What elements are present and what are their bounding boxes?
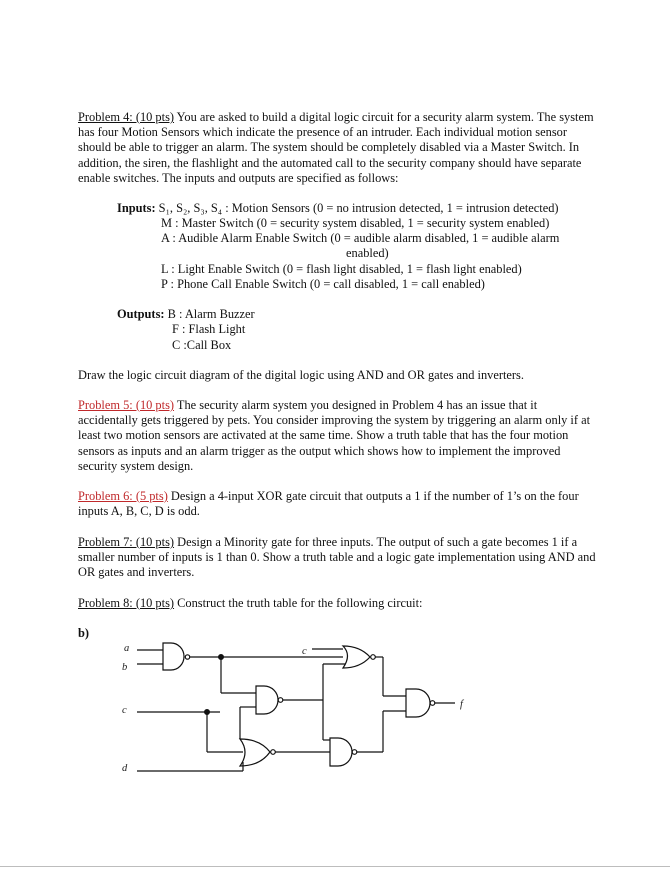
input-audible-alarm-cont: enabled): [346, 246, 389, 260]
input-phone-call: P : Phone Call Enable Switch (0 = call disabled, 1 = call enabled): [161, 277, 485, 291]
problem-4-heading: Problem 4: (10 pts): [78, 110, 175, 124]
problem-7-heading: Problem 7: (10 pts): [78, 535, 175, 549]
output-call-box: C :Call Box: [172, 338, 232, 352]
output-buzzer: B : Alarm Buzzer: [164, 307, 255, 321]
input-label-d: d: [122, 763, 128, 774]
gate-4-and: [330, 738, 357, 766]
output-flash-light: F : Flash Light: [172, 322, 246, 336]
problem-6-heading: Problem 6: (5 pts): [78, 489, 168, 503]
output-label-f: f: [460, 699, 463, 710]
outputs-label: Outputs:: [117, 307, 165, 321]
input-label-b: b: [122, 662, 128, 673]
problem-7-text: Design a Minority gate for three inputs. The output of such a gate becomes 1 if a smaller number of inputs is 1 than 0. Show a truth table and a logic gate implementation using AND and OR gates and inverters.: [78, 535, 596, 580]
gate-top-not: [343, 646, 375, 668]
input-label-c: c: [122, 705, 127, 716]
input-label-c-top: c: [302, 646, 307, 657]
gate-3-or: [240, 739, 275, 766]
input-label-a: a: [124, 643, 130, 654]
problem-8-text: Construct the truth table for the following circuit:: [174, 596, 423, 610]
input-light-enable: L : Light Enable Switch (0 = flash light disabled, 1 = flash light enabled): [161, 262, 522, 276]
problem-8-part-label: b): [78, 626, 90, 640]
gate-1-and: [163, 643, 190, 670]
problem-6-text: Design a 4-input XOR gate circuit that outputs a 1 if the number of 1’s on the four inputs A, B, C, D is odd.: [78, 489, 579, 519]
input-audible-alarm: A : Audible Alarm Enable Switch (0 = audible alarm disabled, 1 = audible alarm: [161, 231, 560, 245]
problem-5-heading: Problem 5: (10 pts): [78, 398, 175, 412]
page-bottom-border: [0, 866, 670, 867]
gate-final-and: [406, 689, 435, 717]
input-master-switch: M : Master Switch (0 = security system disabled, 1 = security system enabled): [161, 216, 550, 230]
input-sensors: S₁, S₂, S₃, S₄ : Motion Sensors (0 = no intrusion detected, 1 = intrusion detected): [155, 201, 559, 215]
inputs-label: Inputs:: [117, 201, 156, 215]
problem-4-text: You are asked to build a digital logic circuit for a security alarm system. The system has four Motion Sensors which indicate the presence of an intruder. Each individual motion sensor should be able to trigger an alarm. The system should be completely disabled via a Master Switch. In addition, the siren, the flashlight and the automated call to the security company should have separate enable switches. The inputs and outputs are specified as follows:: [78, 110, 594, 185]
problem-8-heading: Problem 8: (10 pts): [78, 596, 175, 610]
problem-4-draw-instruction: Draw the logic circuit diagram of the digital logic using AND and OR gates and inverters.: [78, 368, 524, 382]
problem-5-text: The security alarm system you designed in Problem 4 has an issue that it accidentally gets triggered by pets. You consider improving the system by triggering an alarm only if at least two motion sensors are activated at the same time. Show a truth table that has the four motion sensors as inputs and an alarm trigger as the output which shows how to implement the improved security system design.: [78, 398, 591, 473]
gate-2-and: [256, 686, 283, 714]
